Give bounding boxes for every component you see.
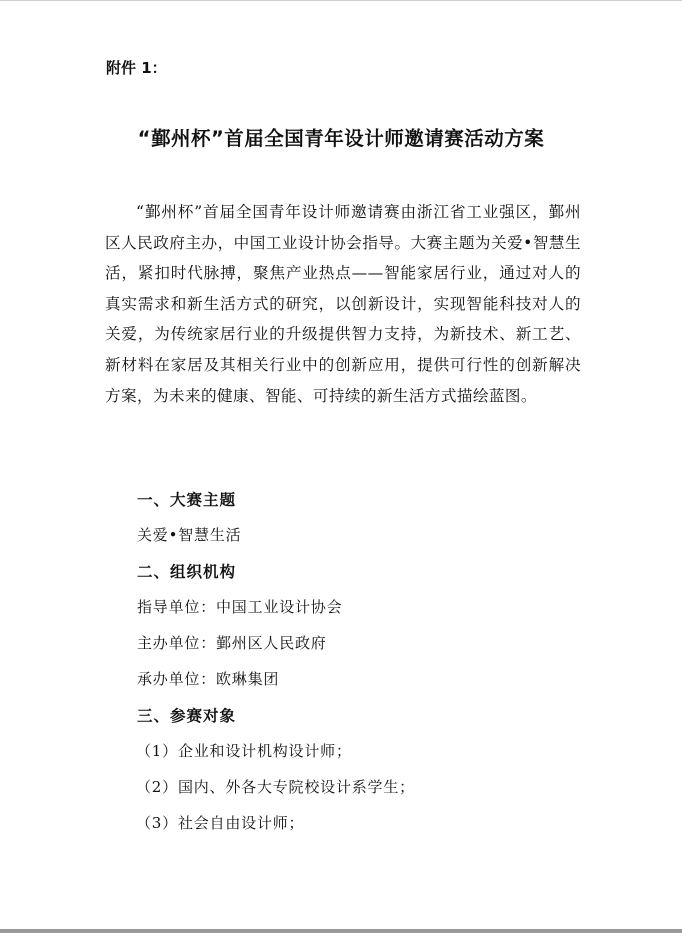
theme-text: 关爱•智慧生活	[137, 526, 242, 544]
page-top-edge	[0, 0, 682, 1]
section-heading-organization: 二、组织机构	[137, 563, 237, 581]
intro-paragraph: “鄞州杯”首届全国青年设计师邀请赛由浙江省工业强区，鄞州区人民政府主办，中国工业设计协会指导。大赛主题为关爱•智慧生活，紧扣时代脉搏，聚焦产业热点——智能家居行业，通过对人的真实需求和新生活方式的研究，以创新设计，实现智能科技对人的关爱，为传统家居行业的升级提供智力支持，为新技术、新工艺、新材料在家居及其相关行业中的创新应用，提供可行性的创新解决方案，为未来的健康、智能、可持续的新生活方式描绘蓝图。	[105, 203, 581, 405]
page-bottom-edge	[0, 929, 682, 933]
section-heading-participants: 三、参赛对象	[137, 707, 237, 725]
participant-item-3: （3）社会自由设计师；	[136, 814, 305, 832]
participant-item-1: （1）企业和设计机构设计师；	[136, 742, 352, 760]
guiding-unit: 指导单位：中国工业设计协会	[137, 598, 343, 616]
participant-item-2: （2）国内、外各大专院校设计系学生；	[136, 778, 415, 796]
attachment-label: 附件 1：	[106, 59, 167, 77]
document-title: “鄞州杯”首届全国青年设计师邀请赛活动方案	[137, 127, 545, 150]
section-heading-theme: 一、大赛主题	[137, 491, 237, 509]
organizer-unit: 承办单位：欧琳集团	[137, 670, 280, 688]
host-unit: 主办单位：鄞州区人民政府	[137, 634, 327, 652]
